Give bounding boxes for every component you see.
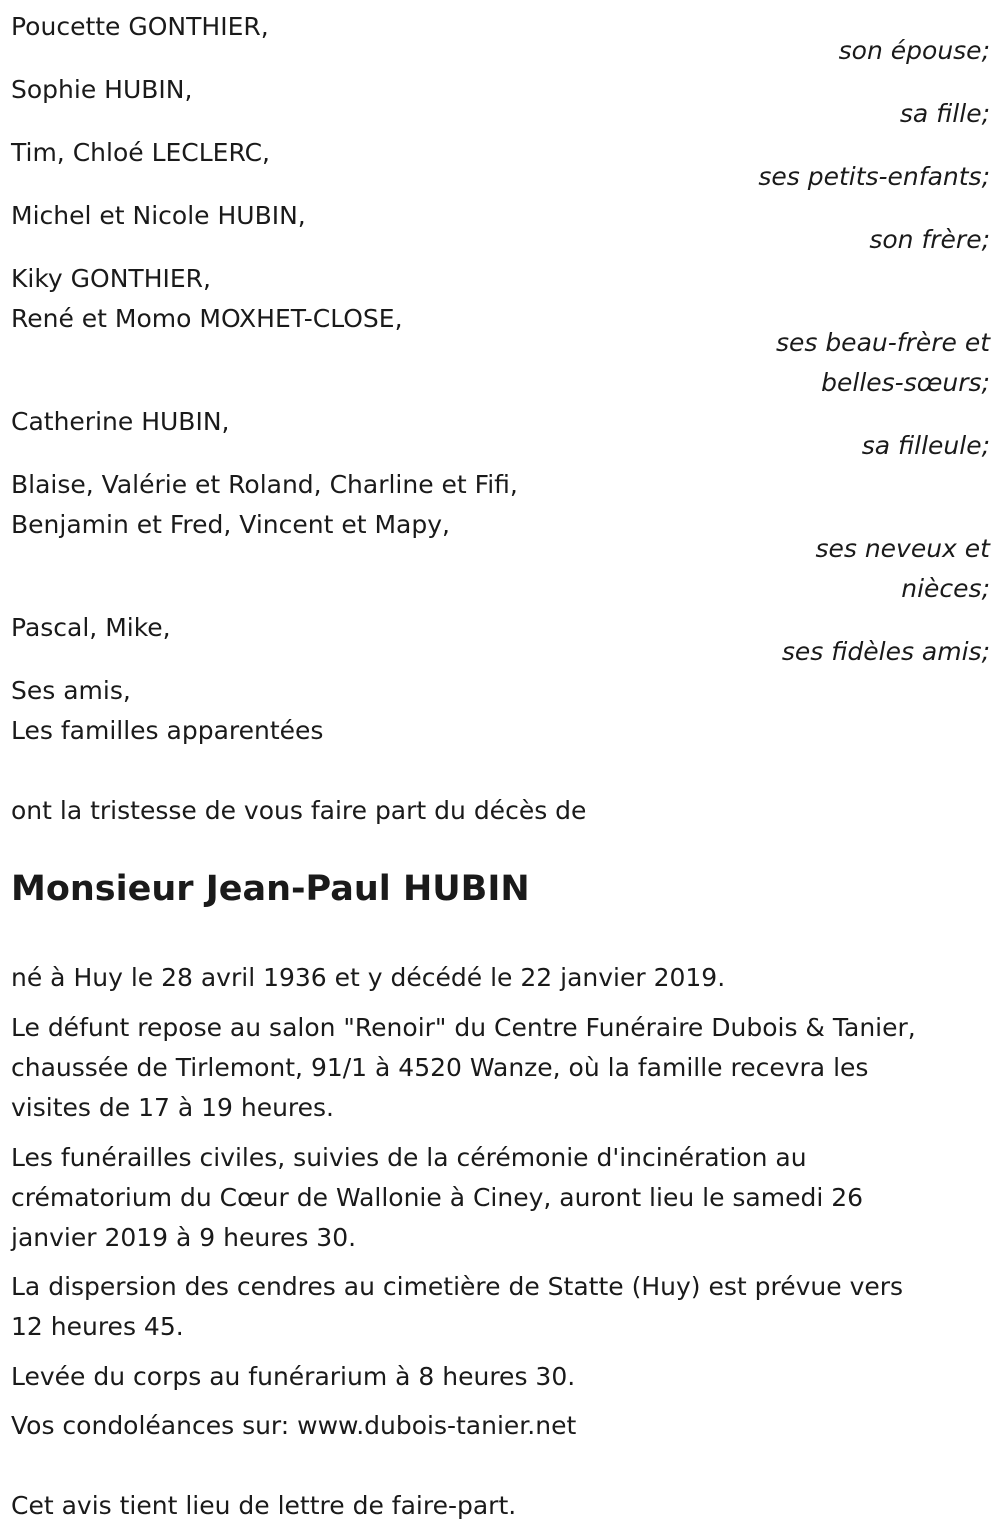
- spouse-role: son épouse;: [838, 36, 990, 65]
- ashes-line-1: La dispersion des cendres au cimetière de Statte (Huy) est prévue vers: [11, 1272, 904, 1301]
- spouse-name: Poucette GONTHIER,: [11, 12, 269, 41]
- brother-name: Michel et Nicole HUBIN,: [11, 201, 306, 230]
- inlaws-name-line-2: René et Momo MOXHET-CLOSE,: [11, 304, 403, 333]
- ashes-line-2: 12 heures 45.: [11, 1312, 184, 1341]
- birth-death: né à Huy le 28 avril 1936 et y décédé le 22 janvier 2019.: [11, 963, 726, 992]
- nephews-name-line-1: Blaise, Valérie et Roland, Charline et Fifi,: [11, 470, 518, 499]
- funeral-line-1: Les funérailles civiles, suivies de la cérémonie d'incinération au: [11, 1143, 807, 1172]
- brother-role: son frère;: [869, 225, 990, 254]
- daughter-name: Sophie HUBIN,: [11, 75, 193, 104]
- inlaws-name-line-1: Kiky GONTHIER,: [11, 264, 211, 293]
- friends-name: Pascal, Mike,: [11, 613, 171, 642]
- nephews-name-line-2: Benjamin et Fred, Vincent et Mapy,: [11, 510, 450, 539]
- others-line-2: Les familles apparentées: [11, 716, 324, 745]
- deceased-name: Monsieur Jean-Paul HUBIN: [11, 869, 530, 909]
- levee: Levée du corps au funérarium à 8 heures 30.: [11, 1362, 576, 1391]
- condolences: Vos condoléances sur: www.dubois-tanier.net: [11, 1411, 577, 1440]
- grandchildren-role: ses petits-enfants;: [758, 162, 990, 191]
- funeral-line-3: janvier 2019 à 9 heures 30.: [11, 1223, 357, 1252]
- repose-line-1: Le défunt repose au salon "Renoir" du Centre Funéraire Dubois & Tanier,: [11, 1013, 916, 1042]
- grandchildren-name: Tim, Chloé LECLERC,: [11, 138, 270, 167]
- daughter-role: sa fille;: [899, 99, 990, 128]
- inlaws-role-line-2: belles-sœurs;: [821, 368, 990, 397]
- closing-note: Cet avis tient lieu de lettre de faire-part.: [11, 1491, 517, 1520]
- goddaughter-role: sa filleule;: [861, 431, 990, 460]
- goddaughter-name: Catherine HUBIN,: [11, 407, 230, 436]
- inlaws-role-line-1: ses beau-frère et: [775, 328, 990, 357]
- funeral-line-2: crématorium du Cœur de Wallonie à Ciney, auront lieu le samedi 26: [11, 1183, 864, 1212]
- friends-role: ses fidèles amis;: [781, 637, 990, 666]
- others-line-1: Ses amis,: [11, 676, 131, 705]
- repose-line-3: visites de 17 à 19 heures.: [11, 1093, 334, 1122]
- nephews-role-line-2: nièces;: [901, 574, 990, 603]
- announcement: ont la tristesse de vous faire part du décès de: [11, 796, 587, 825]
- nephews-role-line-1: ses neveux et: [815, 534, 990, 563]
- repose-line-2: chaussée de Tirlemont, 91/1 à 4520 Wanze, où la famille recevra les: [11, 1053, 869, 1082]
